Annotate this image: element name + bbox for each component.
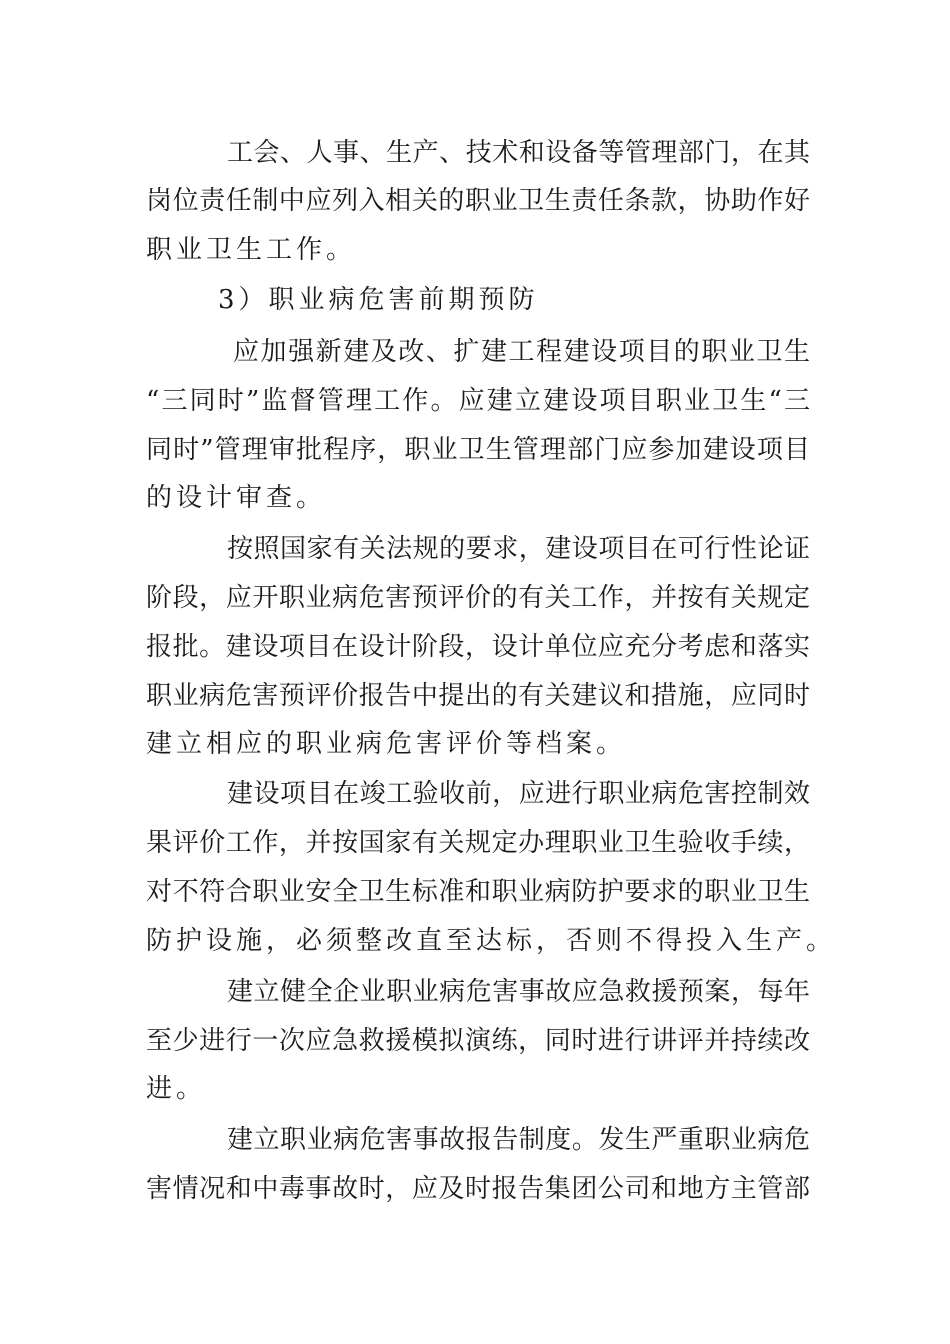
text-line: 职业卫生工作。 [146, 235, 357, 265]
text-line: 同时”管理审批程序，职业卫生管理部门应参加建设项目 [146, 435, 810, 465]
text-line: 建立职业病危害事故报告制度。发生严重职业病危 [227, 1125, 810, 1155]
text-line: 报批。建设项目在设计阶段，设计单位应充分考虑和落实 [146, 632, 810, 662]
text-line: 工会、人事、生产、技术和设备等管理部门，在其 [227, 138, 810, 168]
text-line: 的设计审查。 [146, 483, 327, 513]
text-line: 阶段，应开职业病危害预评价的有关工作，并按有关规定 [146, 583, 810, 613]
text-line: 应加强新建及改、扩建工程建设项目的职业卫生 [233, 337, 810, 367]
text-line: 岗位责任制中应列入相关的职业卫生责任条款，协助作好 [146, 186, 810, 216]
text-line: 建立健全企业职业病危害事故应急救援预案，每年 [227, 977, 810, 1007]
text-line: 防护设施，必须整改直至达标，否则不得投入生产。 [146, 926, 837, 956]
text-line: 按照国家有关法规的要求，建设项目在可行性论证 [227, 534, 810, 564]
section-heading: 3）职业病危害前期预防 [218, 285, 539, 315]
text-line: 建设项目在竣工验收前，应进行职业病危害控制效 [227, 779, 810, 809]
text-line: 果评价工作，并按国家有关规定办理职业卫生验收手续， [146, 828, 810, 858]
text-line: 对不符合职业安全卫生标准和职业病防护要求的职业卫生 [146, 877, 810, 907]
text-line: 进。 [146, 1074, 207, 1104]
text-line: 至少进行一次应急救援模拟演练，同时进行讲评并持续改 [146, 1026, 810, 1056]
text-line: 建立相应的职业病危害评价等档案。 [146, 729, 627, 759]
text-line: “三同时”监督管理工作。应建立建设项目职业卫生“三 [146, 386, 810, 416]
text-line: 害情况和中毒事故时，应及时报告集团公司和地方主管部 [146, 1174, 810, 1204]
text-line: 职业病危害预评价报告中提出的有关建议和措施，应同时 [146, 681, 810, 711]
